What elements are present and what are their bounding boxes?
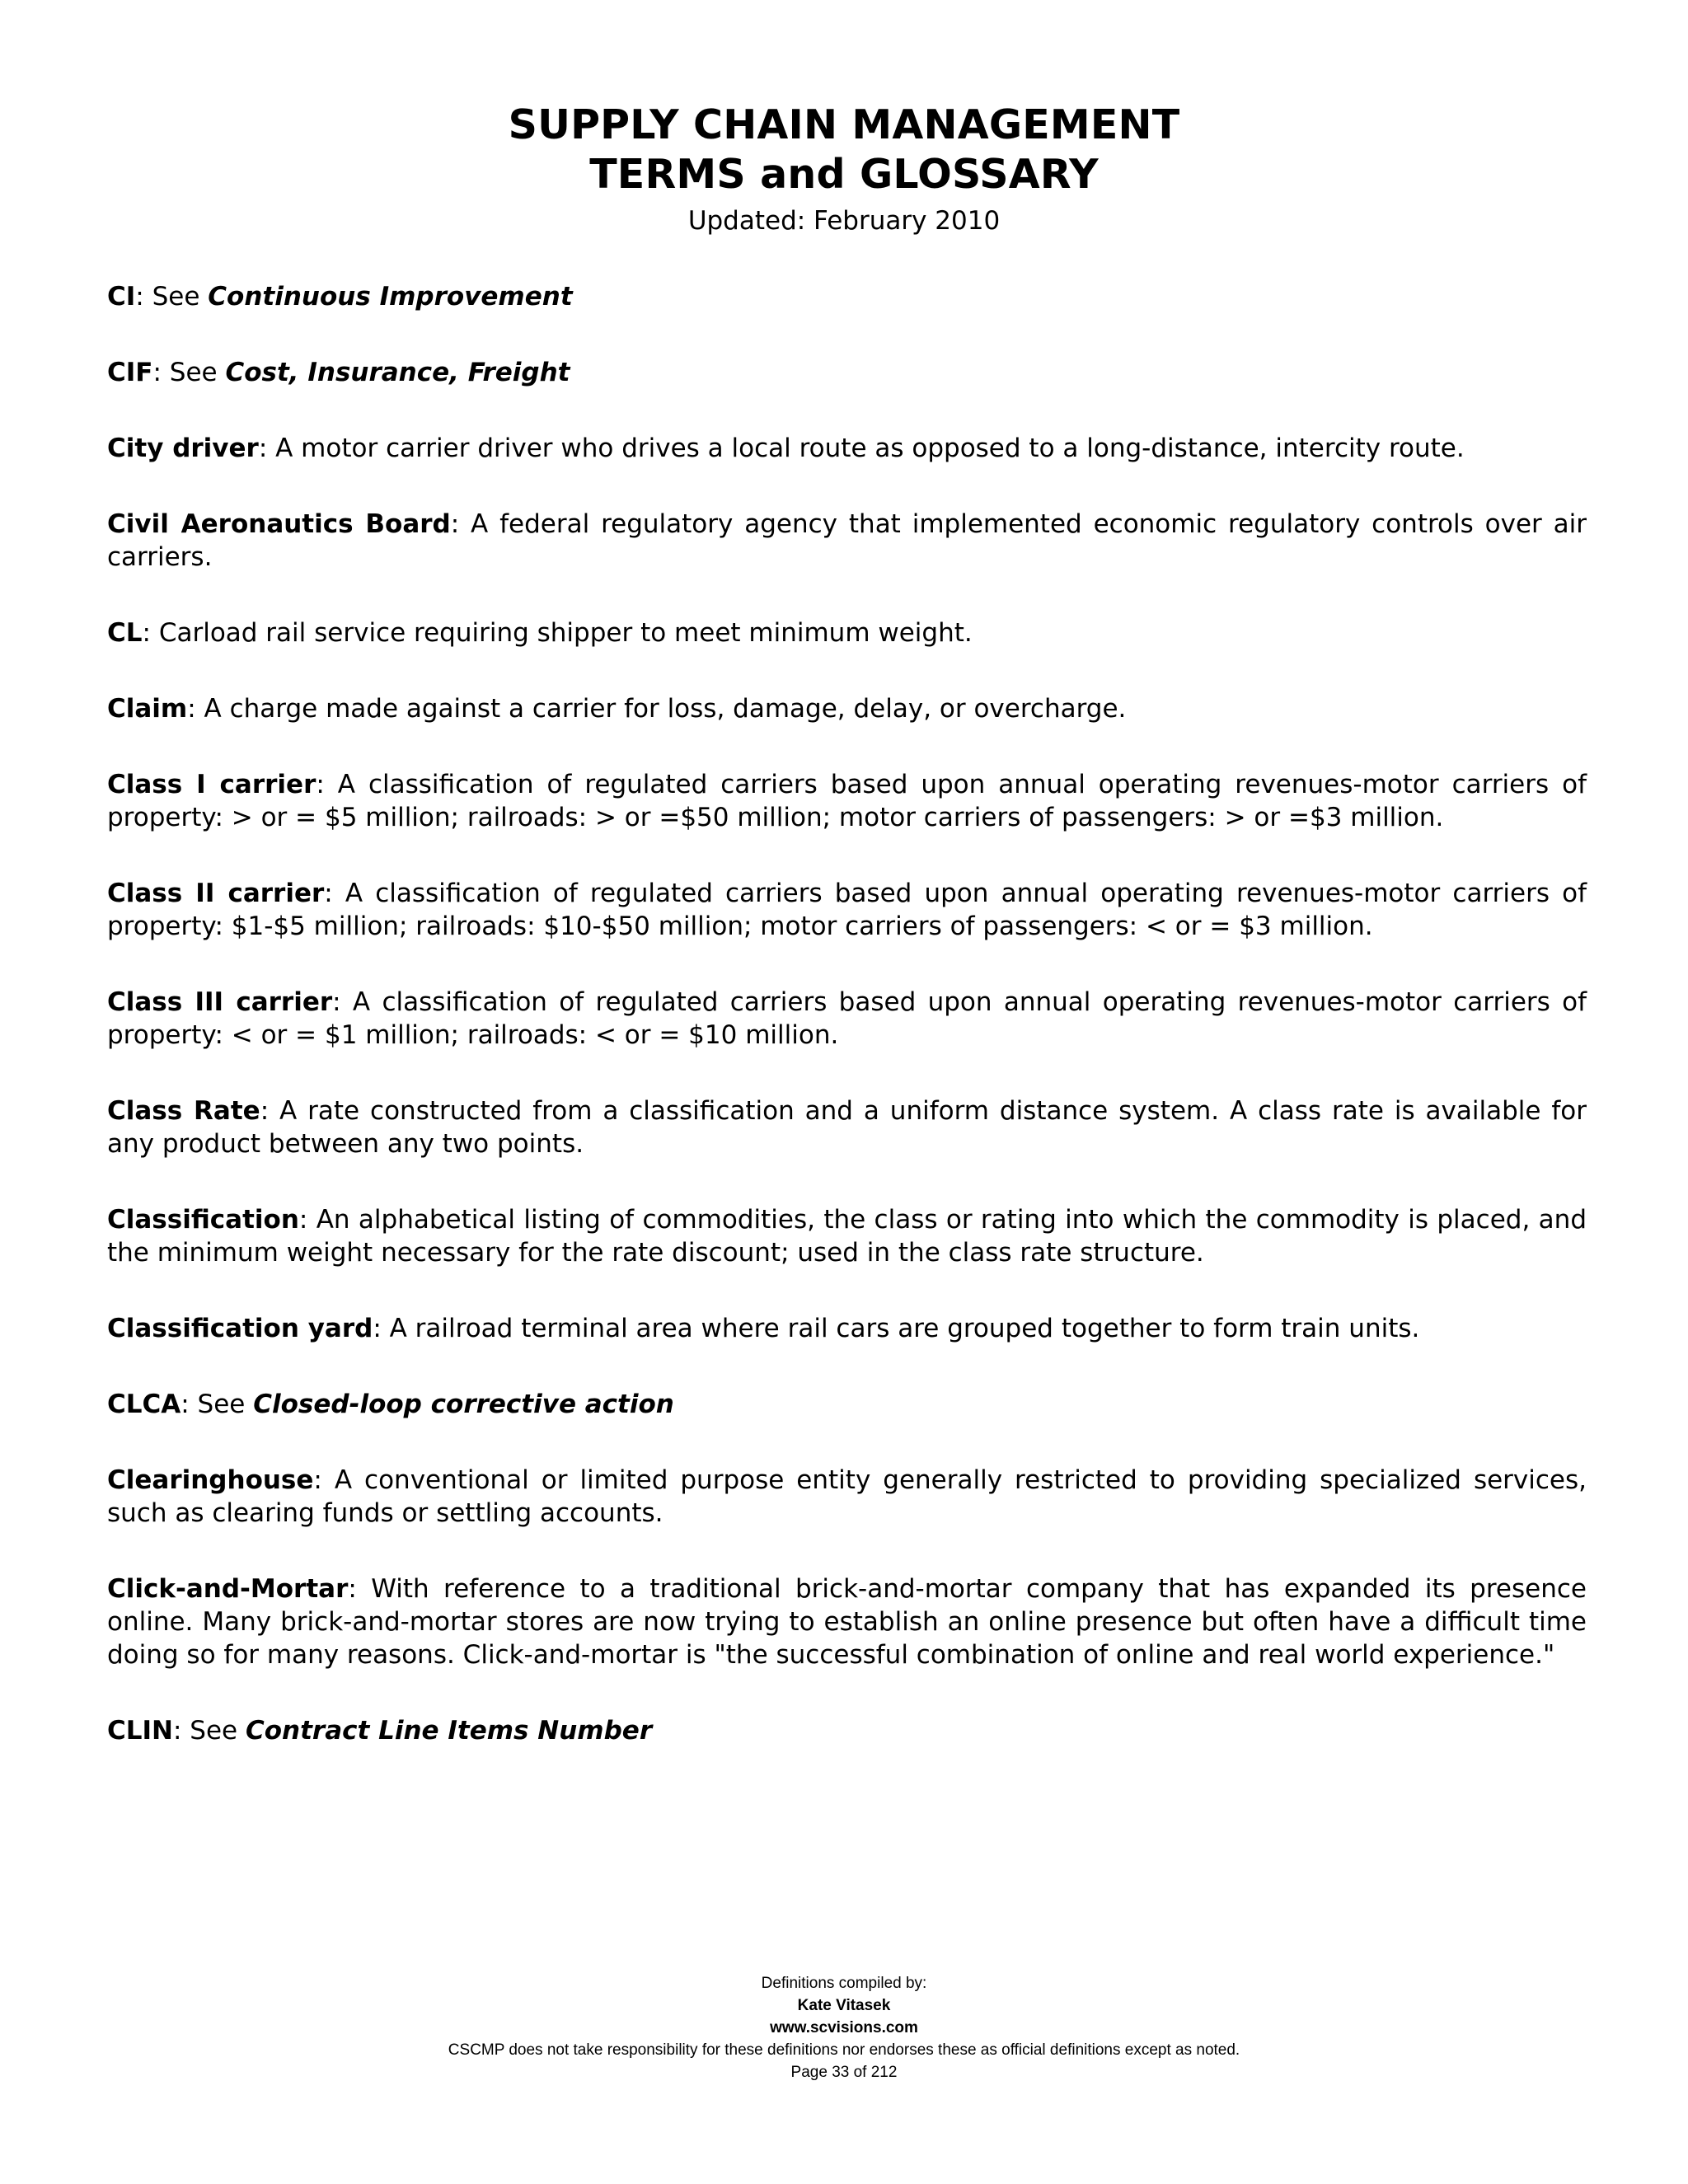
entry-term: Claim (107, 694, 188, 724)
footer-disclaimer: CSCMP does not take responsibility for these definitions nor endorses these as official definitions except as noted. (448, 2041, 1240, 2059)
glossary-entry-click-and-mortar (107, 1572, 1587, 1671)
entry-cross-reference: Cost, Insurance, Freight (225, 358, 570, 387)
entry-term: Classification (107, 1205, 299, 1235)
updated-date: Updated: February 2010 (687, 206, 1001, 236)
entry-term: Civil Aeronautics Board (107, 509, 451, 539)
entry-term: City driver (107, 434, 259, 463)
glossary-entry-classification-yard (107, 1312, 1587, 1345)
entry-term: CLIN (107, 1716, 173, 1746)
entry-term: Class II carrier (107, 879, 325, 908)
entry-separator: : See (152, 358, 226, 387)
entry-term: Class I carrier (107, 770, 316, 799)
entry-term: Classification yard (107, 1314, 373, 1343)
entry-term: CL (107, 618, 143, 648)
entry-definition: : A railroad terminal area where rail cars are grouped together to form train units. (373, 1314, 1420, 1343)
glossary-entries (107, 280, 1587, 1790)
glossary-entry-ci (107, 280, 1587, 313)
entry-term: Class Rate (107, 1096, 260, 1126)
entry-cross-reference: Contract Line Items Number (245, 1716, 653, 1746)
glossary-entry-clin (107, 1714, 1587, 1747)
entry-term: CIF (107, 358, 153, 387)
document-header (0, 101, 1688, 239)
glossary-entry-civil-aeronautics-board (107, 508, 1587, 574)
entry-definition: : An alphabetical listing of commodities, the class or rating into which the commodity is placed, and the minimum weight necessary for the rate discount; used in the class rate structure. (107, 1205, 1587, 1268)
glossary-entry-city-driver (107, 432, 1587, 465)
glossary-entry-class-i-carrier (107, 768, 1587, 834)
glossary-entry-class-rate (107, 1094, 1587, 1160)
glossary-entry-cl (107, 616, 1587, 649)
glossary-entry-claim (107, 692, 1587, 725)
glossary-entry-clca (107, 1388, 1587, 1421)
entry-definition: : With reference to a traditional brick-and-mortar company that has expanded its presence online. Many brick-and-mortar stores are now trying to establish an online presence but often have a difficult time doing so for many reasons. Click-and-mortar is "the successful combination of online and real world experience." (107, 1574, 1587, 1670)
glossary-entry-class-iii-carrier (107, 986, 1587, 1052)
page-footer (0, 1972, 1688, 2083)
glossary-entry-class-ii-carrier (107, 877, 1587, 943)
entry-separator: : See (172, 1716, 246, 1746)
glossary-entry-clearinghouse (107, 1464, 1587, 1530)
entry-cross-reference: Closed-loop corrective action (253, 1390, 674, 1419)
entry-definition: : A conventional or limited purpose entity generally restricted to providing specialized services, such as clearing funds or settling accounts. (107, 1465, 1587, 1528)
entry-separator: : See (181, 1390, 254, 1419)
entry-term: Clearinghouse (107, 1465, 314, 1495)
entry-cross-reference: Continuous Improvement (208, 282, 573, 312)
entry-definition: : Carload rail service requiring shipper to meet minimum weight. (142, 618, 973, 648)
footer-compiled-by: Definitions compiled by: (761, 1975, 927, 1992)
entry-definition: : A classification of regulated carriers based upon annual operating revenues-motor carriers of property: < or = $1 million; railroads: < or = $10 million. (107, 987, 1587, 1050)
glossary-entry-classification (107, 1203, 1587, 1269)
footer-page-number: Page 33 of 212 (790, 2064, 898, 2081)
glossary-entry-cif (107, 356, 1587, 389)
footer-author: Kate Vitasek (797, 1997, 891, 2014)
entry-separator: : See (135, 282, 209, 312)
entry-term: CI (107, 282, 136, 312)
entry-definition: : A motor carrier driver who drives a local route as opposed to a long-distance, intercity route. (258, 434, 1465, 463)
entry-term: Click-and-Mortar (107, 1574, 349, 1604)
entry-definition: : A rate constructed from a classification and a uniform distance system. A class rate is available for any product between any two points. (107, 1096, 1587, 1159)
title-line-1: SUPPLY CHAIN MANAGEMENT (508, 101, 1180, 148)
title-line-2: TERMS and GLOSSARY (589, 151, 1099, 198)
entry-term: CLCA (107, 1390, 181, 1419)
footer-website: www.scvisions.com (770, 2019, 918, 2036)
entry-definition: : A classification of regulated carriers based upon annual operating revenues-motor carriers of property: > or = $5 million; railroads: > or =$50 million; motor carriers of passengers: > or =$3 million. (107, 770, 1587, 832)
entry-term: Class III carrier (107, 987, 333, 1017)
entry-definition: : A charge made against a carrier for loss, damage, delay, or overcharge. (187, 694, 1127, 724)
entry-definition: : A classification of regulated carriers based upon annual operating revenues-motor carriers of property: $1-$5 million; railroads: $10-$50 million; motor carriers of passengers: < or = $3 million. (107, 879, 1587, 941)
entry-definition: : A federal regulatory agency that implemented economic regulatory controls over air carriers. (107, 509, 1587, 572)
